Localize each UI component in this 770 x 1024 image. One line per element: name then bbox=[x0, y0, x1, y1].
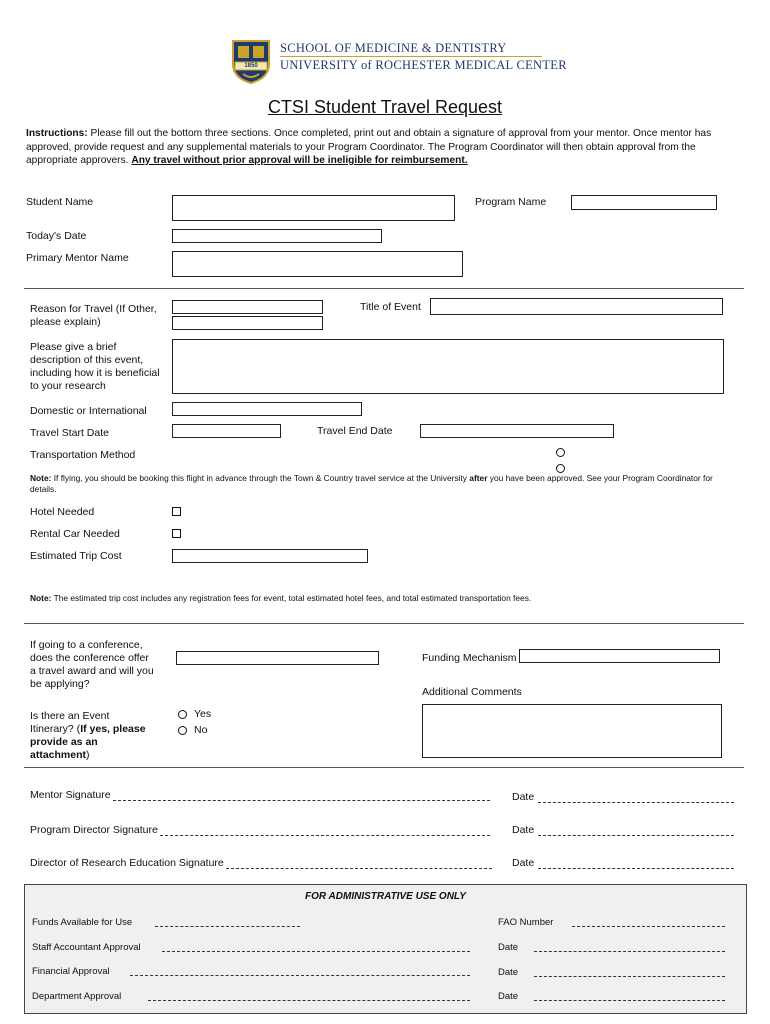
financial-date-label: Date bbox=[498, 967, 519, 978]
program-director-date-label: Date bbox=[512, 824, 535, 836]
funding-mechanism-label: Funding Mechanism bbox=[422, 652, 517, 664]
mentor-date-line[interactable] bbox=[538, 802, 734, 803]
rental-car-label: Rental Car Needed bbox=[30, 528, 120, 540]
instructions-warning: Any travel without prior approval will be ineligible for reimbursement. bbox=[131, 155, 468, 166]
itinerary-yes-label: Yes bbox=[194, 708, 212, 720]
hotel-needed-label: Hotel Needed bbox=[30, 506, 95, 518]
desc-line-3: including how it is beneficial bbox=[30, 367, 160, 379]
financial-approval-line[interactable] bbox=[130, 975, 470, 976]
instructions-label: Instructions: bbox=[26, 128, 88, 139]
financial-approval-label: Financial Approval bbox=[32, 966, 110, 977]
reason-line-1: Reason for Travel (If Other, bbox=[30, 303, 157, 315]
transport-option-2-radio[interactable] bbox=[556, 464, 565, 473]
program-director-label: Program Director Signature bbox=[30, 824, 158, 836]
itinerary-label bbox=[30, 710, 165, 762]
logo-divider bbox=[280, 56, 542, 57]
staff-accountant-label: Staff Accountant Approval bbox=[32, 942, 141, 953]
cost-note-text: The estimated trip cost includes any registration fees for event, total estimated hotel fees, and total estimated transportation fees. bbox=[51, 593, 532, 603]
title-of-event-field[interactable] bbox=[430, 298, 723, 315]
staff-date-line[interactable] bbox=[534, 951, 725, 952]
conference-label bbox=[30, 639, 154, 691]
student-name-label: Student Name bbox=[26, 196, 94, 208]
fao-number-line[interactable] bbox=[572, 926, 725, 927]
instructions bbox=[26, 127, 742, 168]
itin-line-1: Is there an Event bbox=[30, 710, 110, 722]
transport-option-1-radio[interactable] bbox=[556, 448, 565, 457]
flight-note-label: Note: bbox=[30, 473, 52, 483]
reason-other-field[interactable] bbox=[172, 316, 323, 330]
university-name: UNIVERSITY of ROCHESTER MEDICAL CENTER bbox=[280, 58, 567, 72]
rental-car-checkbox[interactable] bbox=[172, 529, 181, 538]
program-name-field[interactable] bbox=[571, 195, 717, 210]
desc-line-2: description of this event, bbox=[30, 354, 144, 366]
additional-comments-field[interactable] bbox=[422, 704, 722, 758]
primary-mentor-label: Primary Mentor Name bbox=[26, 252, 129, 264]
instructions-text: Please fill out the bottom three sections. Once completed, print out and obtain a signature of approval from your mentor. Once mentor has approved, provide request and any supplemental materials to your Program Coordinator. The Program Coordinator will then obtain approval from the appropriate approvers. bbox=[26, 128, 712, 166]
page-title: CTSI Student Travel Request bbox=[267, 97, 503, 117]
conference-field[interactable] bbox=[176, 651, 379, 665]
domestic-international-label: Domestic or International bbox=[30, 405, 147, 417]
todays-date-field[interactable] bbox=[172, 229, 382, 243]
flight-note bbox=[30, 473, 730, 495]
itin-bold-a: If yes, please bbox=[80, 723, 146, 735]
department-date-line[interactable] bbox=[534, 1000, 725, 1001]
staff-accountant-line[interactable] bbox=[162, 951, 470, 952]
section-divider-2 bbox=[24, 623, 744, 624]
director-research-line[interactable] bbox=[226, 868, 492, 869]
reason-for-travel-label bbox=[30, 303, 157, 329]
primary-mentor-field[interactable] bbox=[172, 251, 463, 277]
itinerary-yes-radio[interactable] bbox=[178, 710, 187, 719]
itinerary-no-radio[interactable] bbox=[178, 726, 187, 735]
department-approval-label: Department Approval bbox=[32, 991, 122, 1002]
conf-line-3: a travel award and will you bbox=[30, 665, 154, 677]
mentor-date-label: Date bbox=[512, 791, 535, 803]
funding-mechanism-field[interactable] bbox=[519, 649, 720, 663]
conf-line-2: does the conference offer bbox=[30, 652, 149, 664]
staff-date-label: Date bbox=[498, 942, 519, 953]
director-research-label: Director of Research Education Signature bbox=[30, 857, 224, 869]
travel-start-label: Travel Start Date bbox=[30, 427, 109, 439]
travel-end-field[interactable] bbox=[420, 424, 614, 438]
funds-available-label: Funds Available for Use bbox=[32, 917, 133, 928]
flight-note-pre: If flying, you should be booking this flight in advance through the Town & Country travel service at the University bbox=[51, 473, 470, 483]
estimated-cost-field[interactable] bbox=[172, 549, 368, 563]
todays-date-label: Today's Date bbox=[26, 230, 87, 242]
university-seal-logo bbox=[229, 38, 273, 84]
additional-comments-label: Additional Comments bbox=[422, 686, 522, 698]
flight-note-post: you have been approved. See your Program Coordinator for details. bbox=[30, 473, 713, 494]
program-director-line[interactable] bbox=[160, 835, 490, 836]
reason-for-travel-field[interactable] bbox=[172, 300, 323, 314]
estimated-cost-label: Estimated Trip Cost bbox=[30, 550, 122, 562]
section-divider-3 bbox=[24, 767, 744, 768]
section-divider-1 bbox=[24, 288, 744, 289]
conf-line-1: If going to a conference, bbox=[30, 639, 143, 651]
itin-close: ) bbox=[86, 749, 90, 761]
itinerary-no-label: No bbox=[194, 724, 208, 736]
program-name-label: Program Name bbox=[475, 196, 547, 208]
admin-heading: FOR ADMINISTRATIVE USE ONLY bbox=[305, 891, 466, 902]
domestic-international-field[interactable] bbox=[172, 402, 362, 416]
event-description-field[interactable] bbox=[172, 339, 724, 394]
transportation-method-label: Transportation Method bbox=[30, 449, 136, 461]
travel-start-field[interactable] bbox=[172, 424, 281, 438]
logo-banner-text: 1850 bbox=[244, 63, 258, 69]
director-research-date-line[interactable] bbox=[538, 868, 734, 869]
itin-bold-c: attachment bbox=[30, 749, 87, 761]
desc-line-4: to your research bbox=[30, 380, 106, 392]
itin-line-2: Itinerary? ( bbox=[30, 723, 81, 735]
fao-number-label: FAO Number bbox=[498, 917, 554, 928]
mentor-signature-label: Mentor Signature bbox=[30, 789, 111, 801]
funds-available-line[interactable] bbox=[155, 926, 300, 927]
reason-line-2: please explain) bbox=[30, 316, 101, 328]
department-approval-line[interactable] bbox=[148, 1000, 470, 1001]
department-date-label: Date bbox=[498, 991, 519, 1002]
event-description-label bbox=[30, 341, 160, 393]
conf-line-4: be applying? bbox=[30, 678, 90, 690]
cost-note bbox=[30, 593, 730, 604]
student-name-field[interactable] bbox=[172, 195, 455, 221]
financial-date-line[interactable] bbox=[534, 976, 725, 977]
desc-line-1: Please give a brief bbox=[30, 341, 117, 353]
travel-end-label: Travel End Date bbox=[317, 425, 393, 437]
hotel-needed-checkbox[interactable] bbox=[172, 507, 181, 516]
cost-note-label: Note: bbox=[30, 593, 52, 603]
itin-bold-b: provide as an bbox=[30, 736, 98, 748]
flight-note-after: after bbox=[469, 473, 488, 483]
title-of-event-label: Title of Event bbox=[360, 301, 421, 313]
school-name: SCHOOL OF MEDICINE & DENTISTRY bbox=[280, 41, 507, 55]
program-director-date-line[interactable] bbox=[538, 835, 734, 836]
mentor-signature-line[interactable] bbox=[113, 800, 490, 801]
director-research-date-label: Date bbox=[512, 857, 535, 869]
